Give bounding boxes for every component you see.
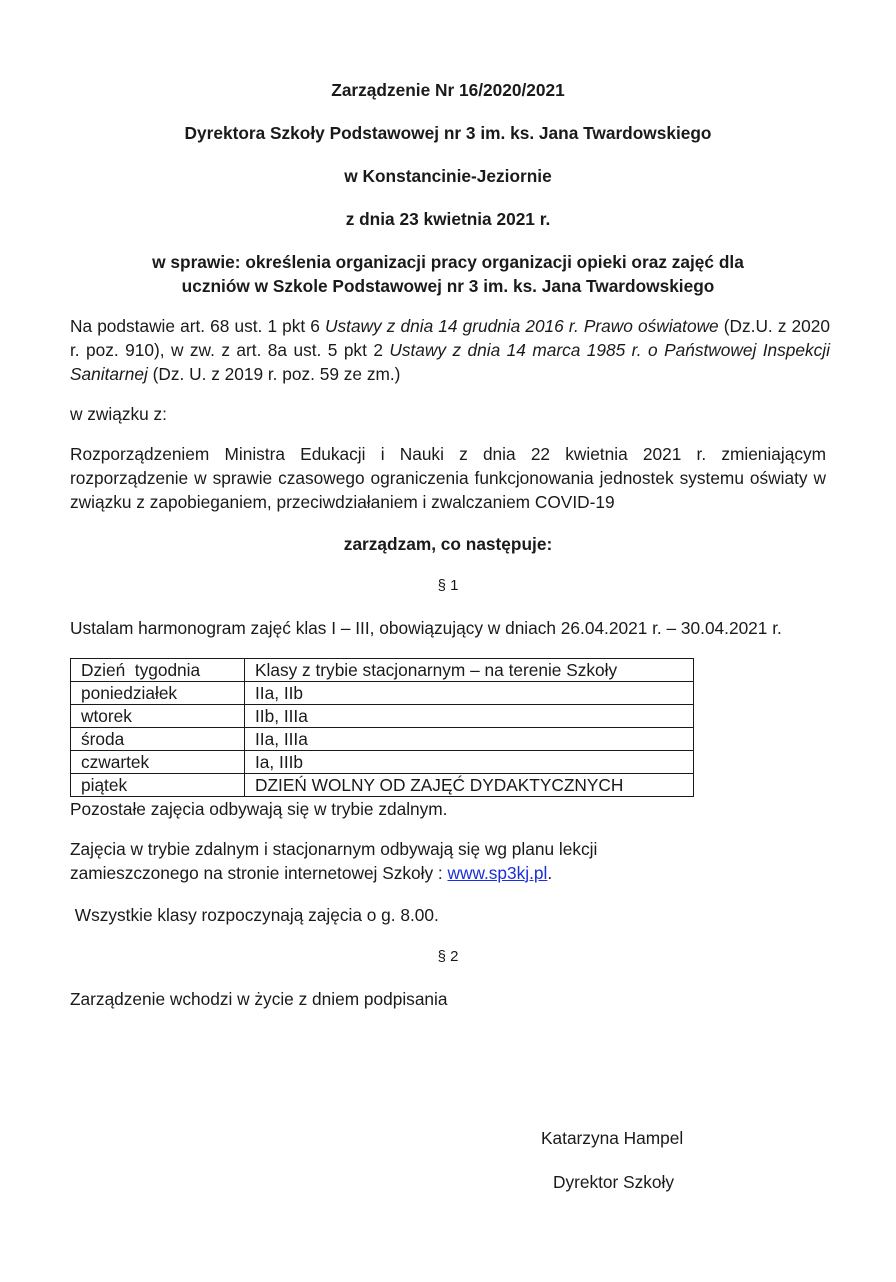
table-cell-day: czwartek — [71, 751, 245, 774]
location: w Konstancinie-Jeziornie — [344, 166, 552, 186]
table-cell-classes: DZIEŃ WOLNY OD ZAJĘĆ DYDAKTYCZNYCH — [245, 774, 694, 797]
plan-note — [70, 837, 710, 885]
table-row — [71, 705, 694, 728]
table-header-day: Dzień tygodnia — [71, 659, 245, 682]
table-cell-classes: IIa, IIIa — [245, 728, 694, 751]
legal-basis-part-1: Na podstawie art. 68 ust. 1 pkt 6 — [70, 316, 326, 336]
decree-subject-line-2: uczniów w Szkole Podstawowej nr 3 im. ks. Jana Twardowskiego — [181, 276, 715, 296]
table-row — [71, 774, 694, 797]
decree-subject-line-1: w sprawie: określenia organizacji pracy organizacji opieki oraz zajęć dla — [152, 252, 744, 272]
table-cell-day: piątek — [71, 774, 245, 797]
legal-basis-act-2: Ustawy z dnia 14 marca 1985 r. o Państwowej Inspekcji Sanitarnej — [70, 340, 830, 384]
issuer: Dyrektora Szkoły Podstawowej nr 3 im. ks. Jana Twardowskiego — [184, 123, 712, 143]
section-1-symbol: § 1 — [437, 577, 459, 594]
plan-note-suffix: . — [547, 863, 553, 883]
table-cell-day: środa — [71, 728, 245, 751]
table-header-row — [71, 659, 694, 682]
school-website-link[interactable]: www.sp3kj.pl — [447, 863, 548, 883]
table-row — [71, 728, 694, 751]
decree-subject — [70, 250, 826, 298]
signature-name: Katarzyna Hampel — [541, 1128, 684, 1148]
legal-basis — [70, 314, 830, 386]
regulation-paragraph: Rozporządzeniem Ministra Edukacji i Nauki z dnia 22 kwietnia 2021 r. zmieniającym rozporządzenie w sprawie czasowego ograniczenia funkcjonowania jednostek systemu oświaty w związku z zapobieganiem, przeciwdziałaniem i zwalczaniem COVID-19 — [70, 444, 826, 512]
table-row — [71, 751, 694, 774]
legal-basis-part-2: (Dz.U. z 2020 r. poz. 910), w zw. z art. 8a ust. 5 pkt 2 — [70, 316, 831, 360]
table-cell-day: poniedziałek — [71, 682, 245, 705]
signature-title: Dyrektor Szkoły — [553, 1172, 674, 1192]
section-1-intro: Ustalam harmonogram zajęć klas I – III, obowiązujący w dniach 26.04.2021 r. – 30.04.2021 r. — [70, 618, 782, 638]
remote-note: Pozostałe zajęcia odbywają się w trybie zdalnym. — [70, 799, 448, 819]
table-row — [71, 682, 694, 705]
start-time-note: Wszystkie klasy rozpoczynają zajęcia o g. 8.00. — [70, 905, 439, 925]
in-connection-label: w związku z: — [70, 404, 167, 424]
decree-date: z dnia 23 kwietnia 2021 r. — [345, 209, 551, 229]
section-2-symbol: § 2 — [437, 948, 459, 965]
section-2-text: Zarządzenie wchodzi w życie z dniem podpisania — [70, 989, 448, 1009]
legal-basis-act-1: Ustawy z dnia 14 grudnia 2016 r. Prawo oświatowe — [325, 316, 719, 336]
table-cell-classes: IIa, IIb — [245, 682, 694, 705]
table-cell-day: wtorek — [71, 705, 245, 728]
decree-number: Zarządzenie Nr 16/2020/2021 — [331, 80, 565, 100]
legal-basis-part-3: (Dz. U. z 2019 r. poz. 59 ze zm.) — [147, 364, 401, 384]
schedule-table — [70, 658, 694, 797]
table-cell-classes: IIb, IIIa — [245, 705, 694, 728]
table-header-classes: Klasy z trybie stacjonarnym – na terenie Szkoły — [245, 659, 694, 682]
plan-note-text: Zajęcia w trybie zdalnym i stacjonarnym odbywają się wg planu lekcji zamieszczonego na stronie internetowej Szkoły : — [70, 839, 598, 883]
table-cell-classes: Ia, IIIb — [245, 751, 694, 774]
decree-statement: zarządzam, co następuje: — [343, 534, 553, 554]
